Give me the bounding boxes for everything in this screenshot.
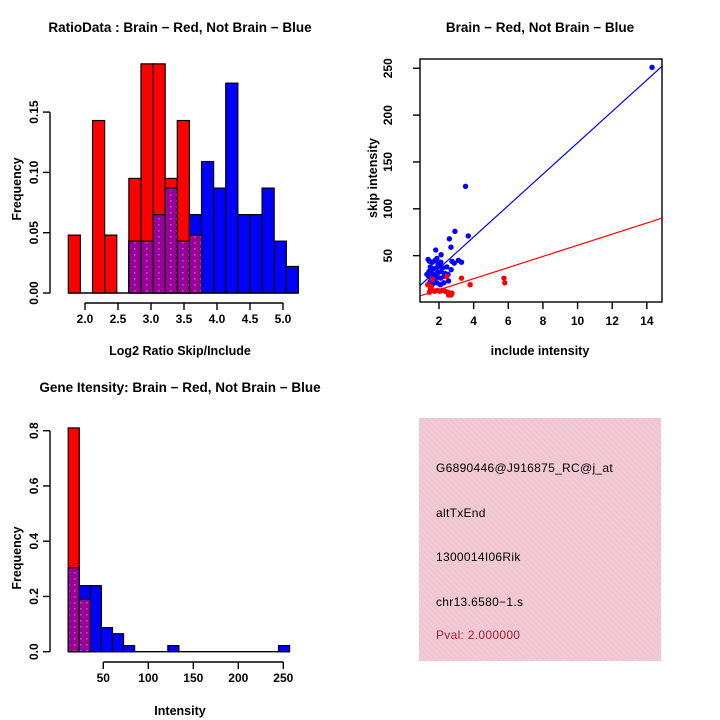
svg-text:0.8: 0.8: [27, 422, 41, 440]
svg-text:50: 50: [381, 248, 395, 263]
svg-text:0.05: 0.05: [27, 221, 41, 245]
svg-text:4: 4: [470, 314, 477, 328]
scatter-ylabel: skip intensity: [366, 138, 380, 218]
svg-text:3.5: 3.5: [175, 312, 193, 326]
svg-text:8: 8: [539, 314, 547, 328]
intensity-scatter-plot: [360, 0, 720, 360]
ratio-histogram-title: RatioData : Brain − Red, Not Brain − Blue: [48, 20, 312, 35]
ratio-histogram-ylabel: Frequency: [10, 157, 24, 221]
svg-text:50: 50: [96, 671, 110, 685]
svg-text:250: 250: [273, 671, 294, 685]
svg-text:150: 150: [381, 151, 395, 172]
ratio-histogram-plot: [0, 0, 360, 360]
svg-text:0.4: 0.4: [27, 532, 41, 550]
svg-text:2.0: 2.0: [76, 312, 94, 326]
panel-info: [360, 360, 720, 720]
scatter-xlabel: include intensity: [490, 344, 590, 358]
location-text: chr13.6580−1.s: [436, 595, 524, 609]
svg-text:0.6: 0.6: [27, 477, 41, 495]
svg-text:0.2: 0.2: [27, 588, 41, 605]
svg-text:10: 10: [570, 314, 585, 328]
svg-text:6: 6: [504, 314, 512, 328]
svg-text:3.0: 3.0: [142, 312, 160, 326]
panel-gene-histogram: [0, 360, 360, 720]
svg-text:2.5: 2.5: [109, 312, 127, 326]
gene-histogram-xlabel: Intensity: [154, 704, 206, 718]
scatter-title: Brain − Red, Not Brain − Blue: [445, 20, 635, 35]
svg-text:0.00: 0.00: [27, 281, 41, 305]
gene-histogram-plot: [0, 360, 360, 720]
ratio-histogram-xlabel: Log2 Ratio Skip/Include: [109, 344, 251, 358]
svg-text:100: 100: [381, 198, 395, 219]
event-type-text: altTxEnd: [436, 506, 486, 520]
svg-text:200: 200: [228, 671, 249, 685]
gene-histogram-title: Gene Itensity: Brain − Red, Not Brain − Blue: [39, 380, 321, 395]
svg-text:0.10: 0.10: [27, 160, 41, 185]
svg-text:250: 250: [381, 58, 395, 79]
gene-histogram-ylabel: Frequency: [10, 526, 24, 590]
svg-text:14: 14: [640, 314, 654, 328]
info-box: [419, 418, 661, 661]
svg-text:0.0: 0.0: [27, 643, 41, 661]
panel-ratio-histogram: [0, 0, 360, 360]
svg-text:4.5: 4.5: [241, 312, 259, 326]
svg-text:100: 100: [138, 671, 159, 685]
svg-text:0.15: 0.15: [27, 100, 41, 124]
svg-text:150: 150: [183, 671, 204, 685]
probe-id-text: G6890446@J916875_RC@j_at: [436, 461, 614, 475]
svg-text:200: 200: [381, 105, 395, 126]
svg-text:2: 2: [435, 314, 443, 328]
gene-symbol-text: 1300014I06Rik: [436, 550, 521, 564]
svg-text:12: 12: [605, 314, 619, 328]
pval-text: Pval: 2.000000: [436, 628, 521, 642]
panel-scatter: [360, 0, 720, 360]
svg-text:5.0: 5.0: [274, 312, 292, 326]
svg-text:4.0: 4.0: [208, 312, 226, 326]
